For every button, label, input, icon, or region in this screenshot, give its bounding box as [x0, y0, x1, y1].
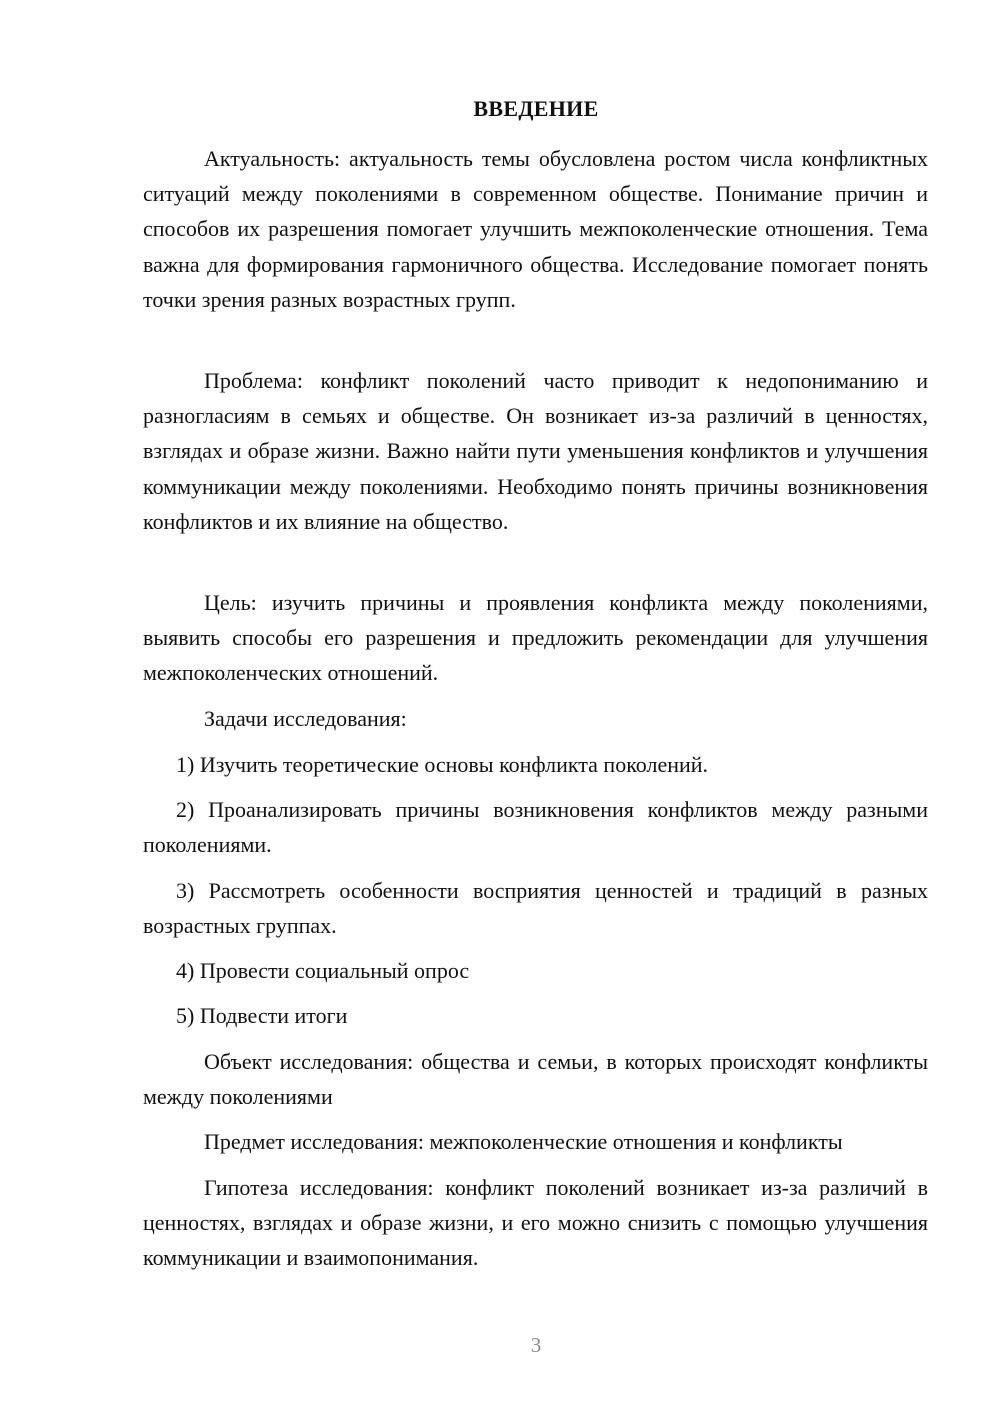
paragraph-object: Объект исследования: общества и семьи, в которых происходят конфликты между поколениями — [143, 1049, 928, 1110]
task-item-3: 3) Рассмотреть особенности восприятия ценностей и традиций в разных возрастных группах. — [143, 878, 928, 939]
task-item-2: 2) Проанализировать причины возникновения конфликтов между разными поколениями. — [143, 797, 928, 858]
task-item-1: 1) Изучить теоретические основы конфликта поколений. — [176, 752, 709, 777]
task-item-5: 5) Подвести итоги — [176, 1003, 348, 1028]
paragraph-relevance: Актуальность: актуальность темы обусловлена ростом числа конфликтных ситуаций между поколениями в современном обществе. Понимание причин и способов их разрешения помогает улучшить межпоколенческие отношения. Тема важна для формирования гармоничного общества. Исследование помогает понять точки зрения разных возрастных групп. — [143, 146, 928, 312]
paragraph-goal: Цель: изучить причины и проявления конфликта между поколениями, выявить способы его разрешения и предложить рекомендации для улучшения межпоколенческих отношений. — [143, 590, 928, 686]
paragraph-problem: Проблема: конфликт поколений часто приводит к недопониманию и разногласиям в семьях и обществе. Он возникает из-за различий в ценностях, взглядах и образе жизни. Важно найти пути уменьшения конфликтов и улучшения коммуникации между поколениями. Необходимо понять причины возникновения конфликтов и их влияние на общество. — [143, 368, 928, 534]
paragraph-subject: Предмет исследования: межпоколенческие отношения и конфликты — [204, 1129, 843, 1154]
task-item-4: 4) Провести социальный опрос — [176, 958, 470, 983]
page-number: 3 — [530, 1333, 542, 1357]
paragraph-hypothesis: Гипотеза исследования: конфликт поколений возникает из-за различий в ценностях, взглядах и образе жизни, и его можно снизить с помощью улучшения коммуникации и взаимопонимания. — [143, 1175, 928, 1271]
page-title: ВВЕДЕНИЕ — [473, 96, 599, 121]
tasks-heading: Задачи исследования: — [204, 706, 407, 731]
